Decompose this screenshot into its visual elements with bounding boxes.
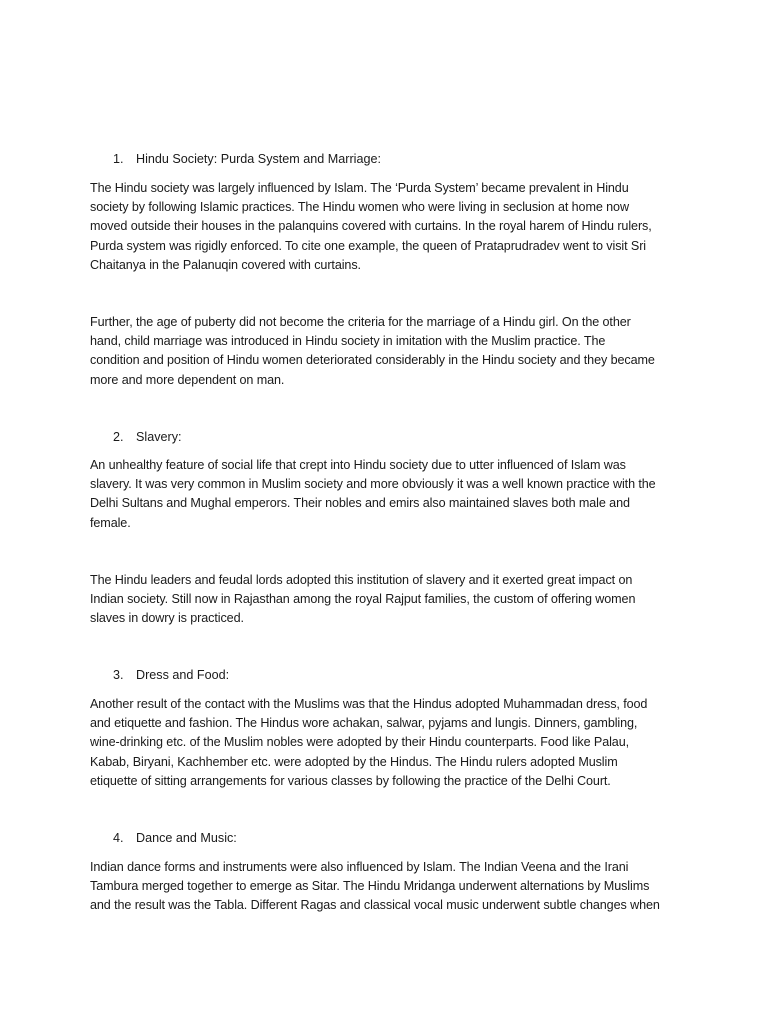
text-line: slaves in dowry is practiced. — [90, 611, 244, 626]
text-line: Indian dance forms and instruments were also influenced by Islam. The Indian Veena and the Irani — [90, 860, 629, 874]
section-title: Dress and Food: — [136, 668, 230, 682]
paragraph — [90, 571, 690, 629]
text-line: female. — [90, 515, 131, 530]
section-heading — [113, 428, 182, 447]
text-line: slavery. It was very common in Muslim society and more obviously it was a well known practice with the — [90, 477, 656, 492]
paragraph — [90, 456, 690, 533]
text-line: The Hindu leaders and feudal lords adopted this institution of slavery and it exerted great impact on — [90, 573, 633, 587]
text-line: society by following Islamic practices. The Hindu women who were living in seclusion at home now — [90, 200, 629, 215]
text-line: Kabab, Biryani, Kachhember etc. were adopted by the Hindus. The Hindu rulers adopted Muslim — [90, 754, 618, 769]
text-line: Another result of the contact with the Muslims was that the Hindus adopted Muhammadan dress, food — [90, 697, 648, 711]
text-line: etiquette of sitting arrangements for various classes by following the practice of the Delhi Court. — [90, 773, 611, 788]
paragraph — [90, 858, 690, 916]
section-heading — [113, 829, 237, 848]
paragraph — [90, 695, 690, 791]
section-heading — [113, 150, 381, 169]
text-line: wine-drinking etc. of the Muslim nobles were adopted by their Hindu counterparts. Food like Palau, — [90, 735, 630, 750]
text-line: and etiquette and fashion. The Hindus wore achakan, salwar, pyjams and lungis. Dinners, gambling, — [90, 716, 638, 731]
text-line: Chaitanya in the Palanuqin covered with curtains. — [90, 257, 361, 272]
text-line: Further, the age of puberty did not become the criteria for the marriage of a Hindu girl. On the other — [90, 315, 631, 329]
paragraph — [90, 313, 690, 390]
section-heading — [113, 666, 229, 685]
text-line: and the result was the Tabla. Different Ragas and classical vocal music underwent subtle changes when — [90, 898, 660, 913]
text-line: more and more dependent on man. — [90, 372, 285, 387]
text-line: hand, child marriage was introduced in Hindu society in imitation with the Muslim practice. The — [90, 334, 606, 349]
section-number: 4. — [113, 831, 124, 845]
section-title: Hindu Society: Purda System and Marriage: — [136, 152, 381, 166]
paragraph — [90, 179, 690, 275]
text-line: Purda system was rigidly enforced. To cite one example, the queen of Prataprudradev went to visit Sri — [90, 238, 646, 253]
section-title: Slavery: — [136, 430, 182, 444]
text-line: condition and position of Hindu women deteriorated considerably in the Hindu society and they became — [90, 353, 655, 368]
section-number: 1. — [113, 152, 124, 166]
text-line: moved outside their houses in the palanquins covered with curtains. In the royal harem of Hindu rulers, — [90, 219, 652, 234]
section-number: 2. — [113, 430, 124, 444]
text-line: The Hindu society was largely influenced by Islam. The ‘Purda System’ became prevalent in Hindu — [90, 181, 629, 195]
section-title: Dance and Music: — [136, 831, 237, 845]
text-line: Tambura merged together to emerge as Sitar. The Hindu Mridanga underwent alternations by Muslims — [90, 879, 650, 894]
section-number: 3. — [113, 668, 124, 682]
text-line: Indian society. Still now in Rajasthan among the royal Rajput families, the custom of offering women — [90, 592, 636, 607]
text-line: An unhealthy feature of social life that crept into Hindu society due to utter influenced of Islam was — [90, 458, 626, 472]
text-line: Delhi Sultans and Mughal emperors. Their nobles and emirs also maintained slaves both male and — [90, 496, 630, 511]
